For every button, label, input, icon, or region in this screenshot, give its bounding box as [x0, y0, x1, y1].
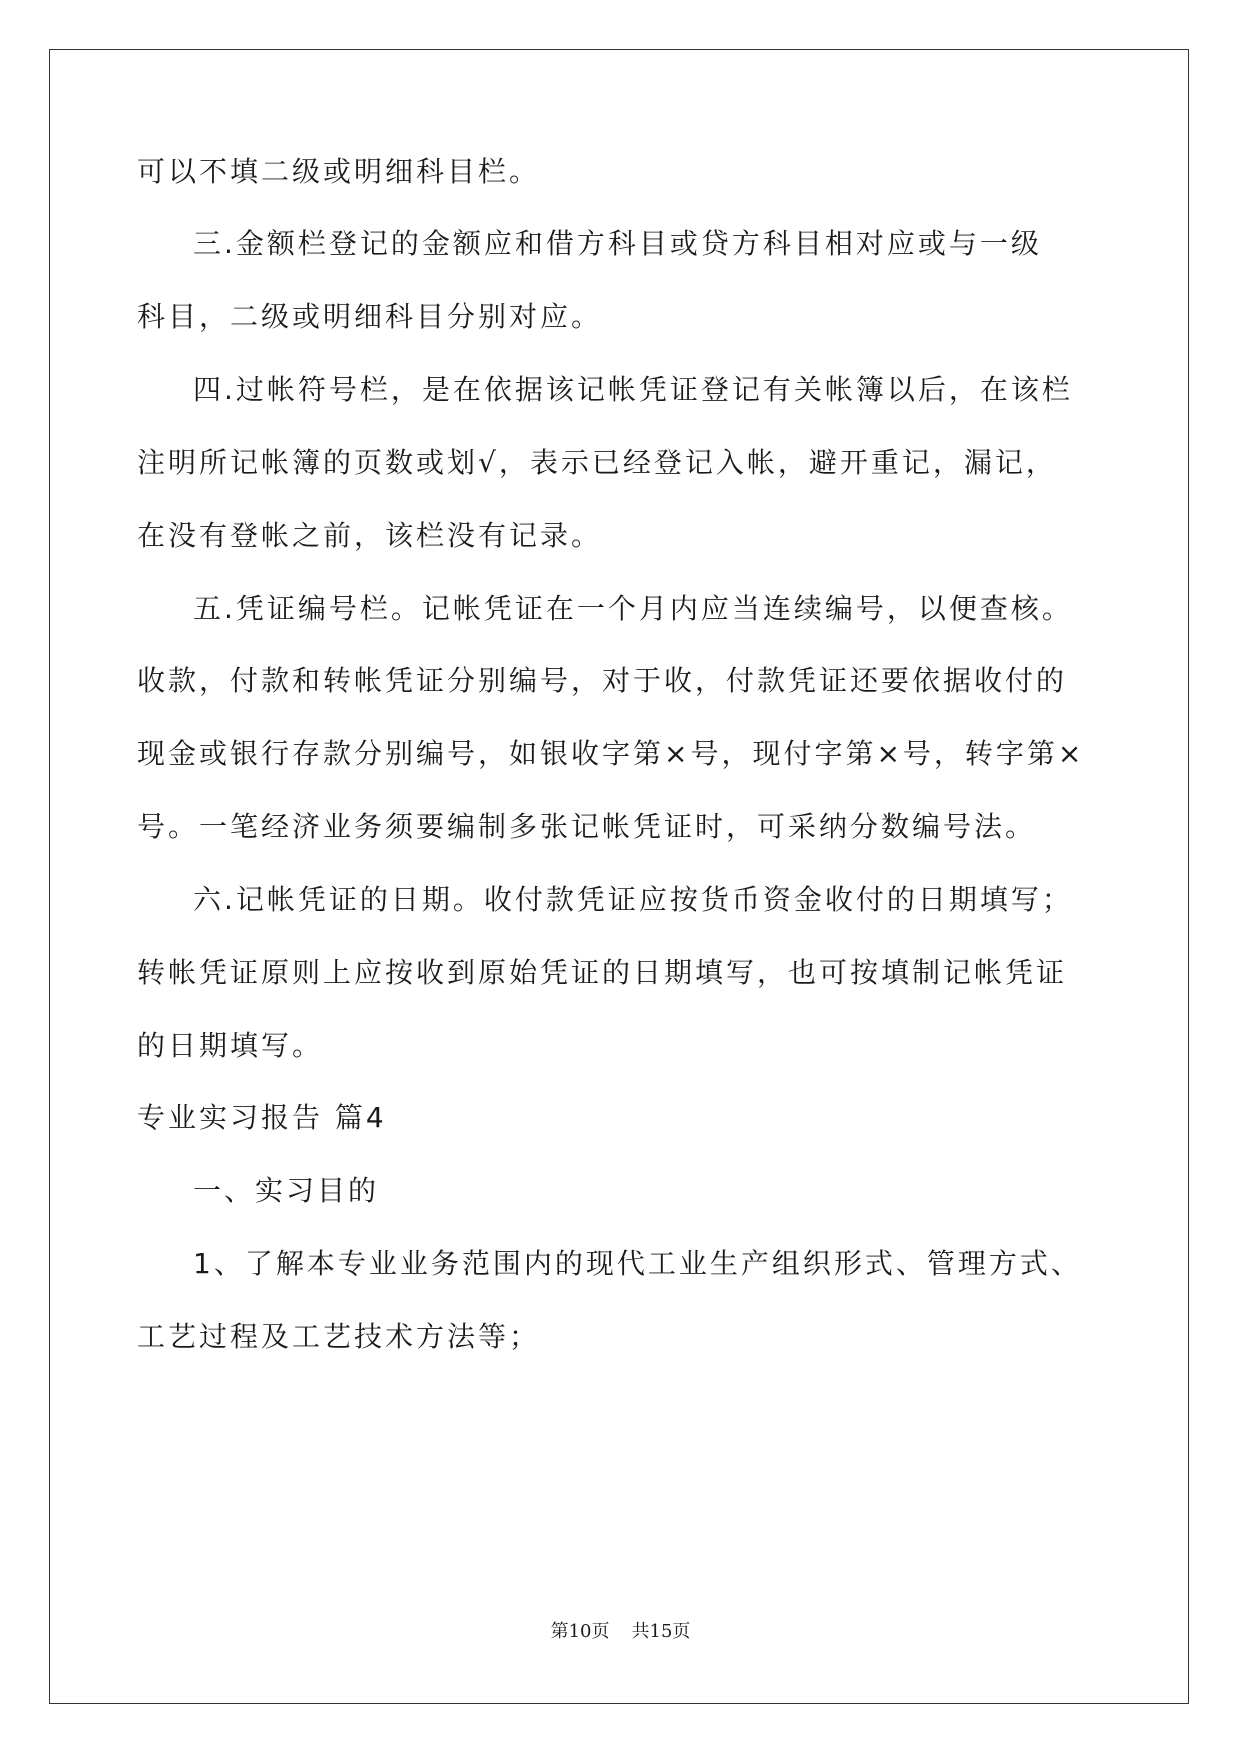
text-line: 三.金额栏登记的金额应和借方科目或贷方科目相对应或与一级 [193, 227, 1042, 260]
text-line: 四.过帐符号栏，是在依据该记帐凭证登记有关帐簿以后，在该栏 [193, 373, 1073, 406]
text-line: 在没有登帐之前，该栏没有记录。 [137, 519, 603, 552]
text-line: 转帐凭证原则上应按收到原始凭证的日期填写，也可按填制记帐凭证 [137, 956, 1068, 989]
text-line: 可以不填二级或明细科目栏。 [137, 155, 541, 188]
page-footer [0, 1620, 1241, 1644]
text-line: 收款，付款和转帐凭证分别编号，对于收，付款凭证还要依据收付的 [137, 664, 1068, 697]
section-heading: 专业实习报告 篇4 [137, 1101, 387, 1134]
text-line: 的日期填写。 [137, 1029, 324, 1062]
text-line: 1、了解本专业业务范围内的现代工业生产组织形式、管理方式、 [193, 1247, 1082, 1280]
text-line: 六.记帐凭证的日期。收付款凭证应按货币资金收付的日期填写； [193, 883, 1073, 916]
text-line: 五.凭证编号栏。记帐凭证在一个月内应当连续编号，以便查核。 [193, 592, 1073, 625]
text-line: 一、实习目的 [193, 1174, 380, 1207]
page-total: 共15页 [631, 1621, 691, 1642]
text-line: 科目，二级或明细科目分别对应。 [137, 300, 603, 333]
text-line: 注明所记帐簿的页数或划√，表示已经登记入帐，避开重记，漏记， [137, 446, 1057, 479]
text-line: 号。一笔经济业务须要编制多张记帐凭证时，可采纳分数编号法。 [137, 810, 1037, 843]
page-number: 第10页 [550, 1621, 610, 1642]
text-line: 现金或银行存款分别编号，如银收字第×号，现付字第×号，转字第× [137, 737, 1085, 770]
text-line: 工艺过程及工艺技术方法等； [137, 1320, 541, 1353]
